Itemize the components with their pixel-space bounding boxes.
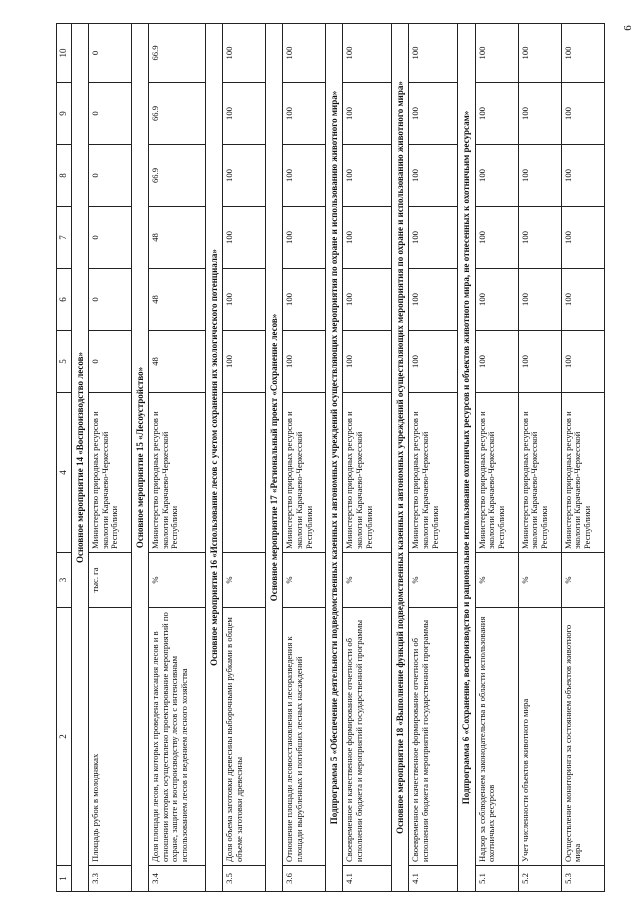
value-cell: 100 <box>409 269 458 331</box>
table-row <box>283 24 326 892</box>
value-cell: 100 <box>343 269 392 331</box>
executor: Министерство природных ресурсов и экологии Карачаево-Черкесской Республики <box>149 393 206 553</box>
table-row <box>149 24 206 892</box>
section-header: Основное мероприятие 16 «Использование лесов с учетом сохранения их экологического потенциала» <box>206 24 223 892</box>
value-cell: 0 <box>89 207 132 269</box>
row-number: 3.6 <box>283 866 326 892</box>
value-cell: 100 <box>518 207 561 269</box>
value-cell: 100 <box>561 269 604 331</box>
value-cell: 100 <box>561 331 604 393</box>
table-body <box>57 24 605 892</box>
column-number: 6 <box>57 269 72 331</box>
indicator-name: Учет численности объектов животного мира <box>518 608 561 866</box>
indicator-name: Отношение площади лесовосстановления и лесоразведения к площади вырубленных и погибших лесных насаждений <box>283 608 326 866</box>
value-cell: 100 <box>475 83 518 145</box>
indicator-name: Надзор за соблюдением законодательства в области использования охотничьих ресурсов <box>475 608 518 866</box>
value-cell: 100 <box>283 83 326 145</box>
row-number: 3.3 <box>89 866 132 892</box>
value-cell: 100 <box>343 207 392 269</box>
section-header: Подпрограмма 6 «Сохранение, воспроизводство и рациональное использование охотничьих ресурсов и объектов животного мира, не отнесенных к охотничьим ресурсам» <box>458 24 475 892</box>
value-cell: 100 <box>409 207 458 269</box>
unit: % <box>561 553 604 608</box>
column-number: 2 <box>57 608 72 866</box>
value-cell: 100 <box>343 24 392 83</box>
value-cell: 100 <box>223 207 266 269</box>
value-cell: 100 <box>518 331 561 393</box>
table-row <box>343 24 392 892</box>
value-cell: 100 <box>283 145 326 207</box>
value-cell: 100 <box>475 145 518 207</box>
column-number: 1 <box>57 866 72 892</box>
section-header-row <box>206 24 223 892</box>
value-cell: 100 <box>475 331 518 393</box>
value-cell: 100 <box>561 207 604 269</box>
table-row <box>475 24 518 892</box>
value-cell: 100 <box>475 269 518 331</box>
executor: Министерство природных ресурсов и экологии Карачаево-Черкесской Республики <box>283 393 326 553</box>
unit: тыс. га <box>89 553 132 608</box>
column-number: 9 <box>57 83 72 145</box>
executor: Министерство природных ресурсов и экологии Карачаево-Черкесской Республики <box>409 393 458 553</box>
value-cell: 100 <box>561 145 604 207</box>
section-header: Подпрограмма 5 «Обеспечение деятельности подведомственных казенных и автономных учреждений осуществляющих мероприятия по охране и использованию животного мира» <box>326 24 343 892</box>
column-number: 4 <box>57 393 72 553</box>
section-header: Основное мероприятие 18 «Выполнение функций подведомственных казенных и автономных учреждений осуществляющих мероприятия по охране и использованию животного мира» <box>392 24 409 892</box>
value-cell: 48 <box>149 207 206 269</box>
section-header-row <box>458 24 475 892</box>
column-number: 5 <box>57 331 72 393</box>
table-row <box>89 24 132 892</box>
value-cell: 0 <box>89 145 132 207</box>
value-cell: 0 <box>89 24 132 83</box>
value-cell: 48 <box>149 331 206 393</box>
unit: % <box>343 553 392 608</box>
unit: % <box>223 553 266 608</box>
value-cell: 66.9 <box>149 83 206 145</box>
executor <box>223 393 266 553</box>
value-cell: 100 <box>223 331 266 393</box>
value-cell: 66.9 <box>149 145 206 207</box>
unit: % <box>518 553 561 608</box>
value-cell: 0 <box>89 331 132 393</box>
value-cell: 0 <box>89 269 132 331</box>
value-cell: 100 <box>409 83 458 145</box>
value-cell: 100 <box>475 24 518 83</box>
section-header: Основное мероприятие 14 «Воспроизводство лесов» <box>72 24 89 892</box>
value-cell: 100 <box>343 145 392 207</box>
value-cell: 100 <box>223 269 266 331</box>
value-cell: 100 <box>518 24 561 83</box>
section-header-row <box>266 24 283 892</box>
value-cell: 100 <box>283 24 326 83</box>
value-cell: 66.9 <box>149 24 206 83</box>
section-header-row <box>326 24 343 892</box>
unit: % <box>149 553 206 608</box>
indicator-name: Осуществление мониторинга за состоянием объектов животного мира <box>561 608 604 866</box>
indicator-name: Площадь рубок в молодняках <box>89 608 132 866</box>
unit: % <box>409 553 458 608</box>
value-cell: 100 <box>283 331 326 393</box>
row-number: 5.2 <box>518 866 561 892</box>
executor: Министерство природных ресурсов и экологии Карачаево-Черкесской Республики <box>343 393 392 553</box>
value-cell: 100 <box>518 145 561 207</box>
value-cell: 100 <box>475 207 518 269</box>
table-row <box>409 24 458 892</box>
indicators-table <box>56 23 605 892</box>
value-cell: 100 <box>223 145 266 207</box>
unit: % <box>283 553 326 608</box>
table-row <box>223 24 266 892</box>
row-number: 3.5 <box>223 866 266 892</box>
executor: Министерство природных ресурсов и экологии Карачаево-Черкесской Республики <box>561 393 604 553</box>
column-number: 8 <box>57 145 72 207</box>
executor: Министерство природных ресурсов и экологии Карачаево-Черкесской Республики <box>89 393 132 553</box>
unit: % <box>475 553 518 608</box>
value-cell: 100 <box>343 83 392 145</box>
value-cell: 100 <box>223 24 266 83</box>
value-cell: 100 <box>343 331 392 393</box>
value-cell: 0 <box>89 83 132 145</box>
value-cell: 100 <box>283 269 326 331</box>
executor: Министерство природных ресурсов и экологии Карачаево-Черкесской Республики <box>475 393 518 553</box>
executor: Министерство природных ресурсов и экологии Карачаево-Черкесской Республики <box>518 393 561 553</box>
value-cell: 100 <box>561 24 604 83</box>
value-cell: 100 <box>409 24 458 83</box>
table-row <box>561 24 604 892</box>
value-cell: 48 <box>149 269 206 331</box>
column-numbers-row <box>57 24 72 892</box>
indicator-name: Своевременное и качественное формирование отчетности об исполнении бюджета и мероприятий государственной программы <box>409 608 458 866</box>
value-cell: 100 <box>561 83 604 145</box>
table-row <box>518 24 561 892</box>
indicator-name: Доля объема заготовки древесины выборочными рубками в общем объеме заготовки древесины <box>223 608 266 866</box>
row-number: 4.1 <box>343 866 392 892</box>
value-cell: 100 <box>409 331 458 393</box>
row-number: 5.1 <box>475 866 518 892</box>
section-header: Основное мероприятие 17 «Региональный проект «Сохранение лесов» <box>266 24 283 892</box>
page-number: 6 <box>621 25 634 31</box>
section-header-row <box>72 24 89 892</box>
rotated-table-container <box>56 24 636 892</box>
value-cell: 100 <box>283 207 326 269</box>
section-header-row <box>132 24 149 892</box>
section-header-row <box>392 24 409 892</box>
value-cell: 100 <box>409 145 458 207</box>
column-number: 10 <box>57 24 72 83</box>
value-cell: 100 <box>518 83 561 145</box>
row-number: 3.4 <box>149 866 206 892</box>
column-number: 3 <box>57 553 72 608</box>
value-cell: 100 <box>518 269 561 331</box>
value-cell: 100 <box>223 83 266 145</box>
row-number: 4.1 <box>409 866 458 892</box>
row-number: 5.3 <box>561 866 604 892</box>
indicator-name: Доля площади лесов, на которых проведена таксация лесов и в отношении которых осуществлено проектирование мероприятий по охране, защите и воспроизводству лесов с интенсивным использованием лесов и ведением лесного хозяйства <box>149 608 206 866</box>
indicator-name: Своевременное и качественное формирование отчетности об исполнении бюджета и мероприятий государственной программы <box>343 608 392 866</box>
column-number: 7 <box>57 207 72 269</box>
section-header: Основное мероприятие 15 «Лесоустройство» <box>132 24 149 892</box>
